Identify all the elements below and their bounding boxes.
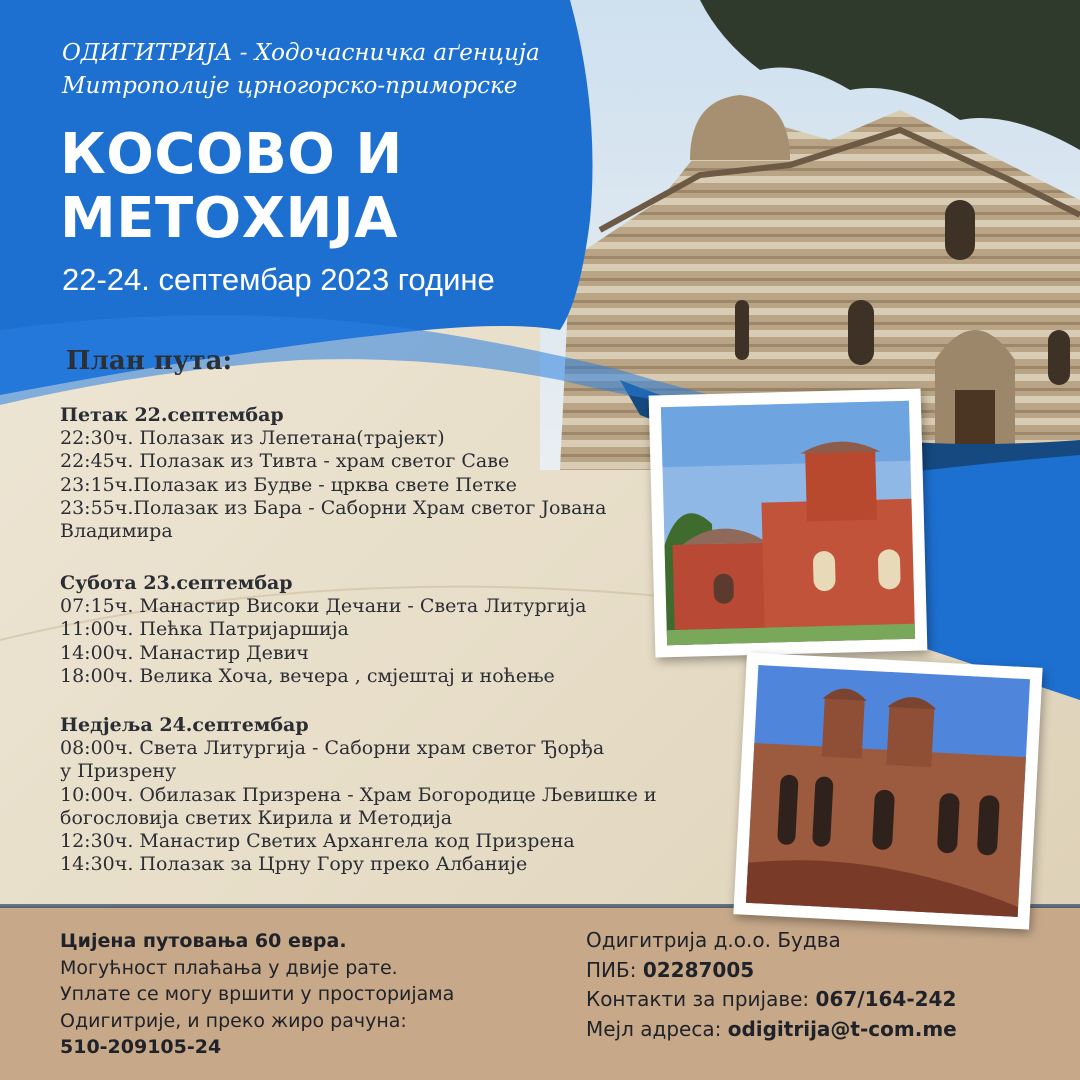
- pib-value: 02287005: [642, 957, 755, 982]
- itinerary-item: 12:30ч. Манастир Светих Архангела код Призрена: [60, 830, 575, 853]
- agency-name: ОДИГИТРИЈА - Ходочасничка аґенција: [62, 40, 540, 66]
- email-address[interactable]: odigitrija@t-com.me: [727, 1016, 957, 1041]
- title-line-1: КОСОВО И: [60, 122, 403, 187]
- day-title: Петак 22.септембар: [60, 404, 284, 426]
- payment-account-label: Одигитрије, и преко жиро рачуна:: [60, 1009, 407, 1032]
- email-label: Мејл адреса:: [586, 1016, 728, 1041]
- itinerary-item: 23:55ч.Полазак из Бара - Саборни Храм светог Јована Владимира: [60, 496, 607, 543]
- itinerary-item: 14:00ч. Манастир Девич: [60, 641, 309, 664]
- itinerary-item: 14:30ч. Полазак за Црну Гору преко Албаније: [60, 853, 528, 876]
- itinerary-item: 11:00ч. Пећка Патријаршија: [60, 618, 349, 641]
- bank-account: 510-209105-24: [60, 1036, 222, 1058]
- pib-row: [586, 956, 1056, 986]
- email-row: [586, 1015, 1056, 1045]
- contacts-row: [586, 985, 1056, 1015]
- plan-heading: План пута:: [66, 346, 233, 376]
- itinerary-item: 08:00ч. Света Литургија - Саборни храм светог Ђорђа у Призрену: [60, 737, 605, 783]
- footer-contact-info: [586, 926, 1056, 1044]
- day-title: Субота 23.септембар: [60, 572, 293, 594]
- payment-option: Могућност плаћања у двије рате.: [60, 956, 398, 979]
- itinerary-item: 22:30ч. Полазак из Лепетана(трајект): [60, 427, 445, 449]
- day-friday: [60, 404, 660, 543]
- phone-number[interactable]: 067/164-242: [815, 987, 957, 1011]
- photo-red-monastery: [649, 388, 928, 657]
- payment-location: Уплате се могу вршити у просторијама: [60, 983, 455, 1005]
- itinerary-item: 22:45ч. Полазак из Тивта - храм светог Саве: [60, 450, 510, 473]
- title-line-2: МЕТОХИЈА: [60, 186, 399, 251]
- photo-brick-church: [733, 652, 1042, 929]
- itinerary-item: 07:15ч. Манастир Високи Дечани - Света Литургија: [60, 595, 587, 617]
- company-name: Одигитрија д.о.о. Будва: [586, 928, 841, 952]
- itinerary-item: 10:00ч. Обилазак Призрена - Храм Богородице Љевишке и богословија светих Кирила и Методија: [60, 783, 657, 829]
- pib-label: ПИБ:: [586, 957, 643, 982]
- day-saturday: [60, 572, 660, 688]
- price: Цијена путовања 60 евра.: [60, 930, 347, 952]
- trip-dates: 22-24. септембар 2023 године: [62, 262, 495, 297]
- itinerary-item: 18:00ч. Велика Хоча, вечера , смјештај и ноћење: [60, 664, 555, 687]
- footer-payment-info: [60, 928, 530, 1061]
- contacts-label: Контакти за пријаве:: [586, 987, 816, 1011]
- metropolis-name: Митрополије црногорско-приморске: [62, 73, 518, 99]
- itinerary-item: 23:15ч.Полазак из Будве - црква свете Петке: [60, 473, 517, 496]
- day-sunday: [60, 714, 660, 877]
- day-title: Недјеља 24.септембар: [60, 714, 309, 736]
